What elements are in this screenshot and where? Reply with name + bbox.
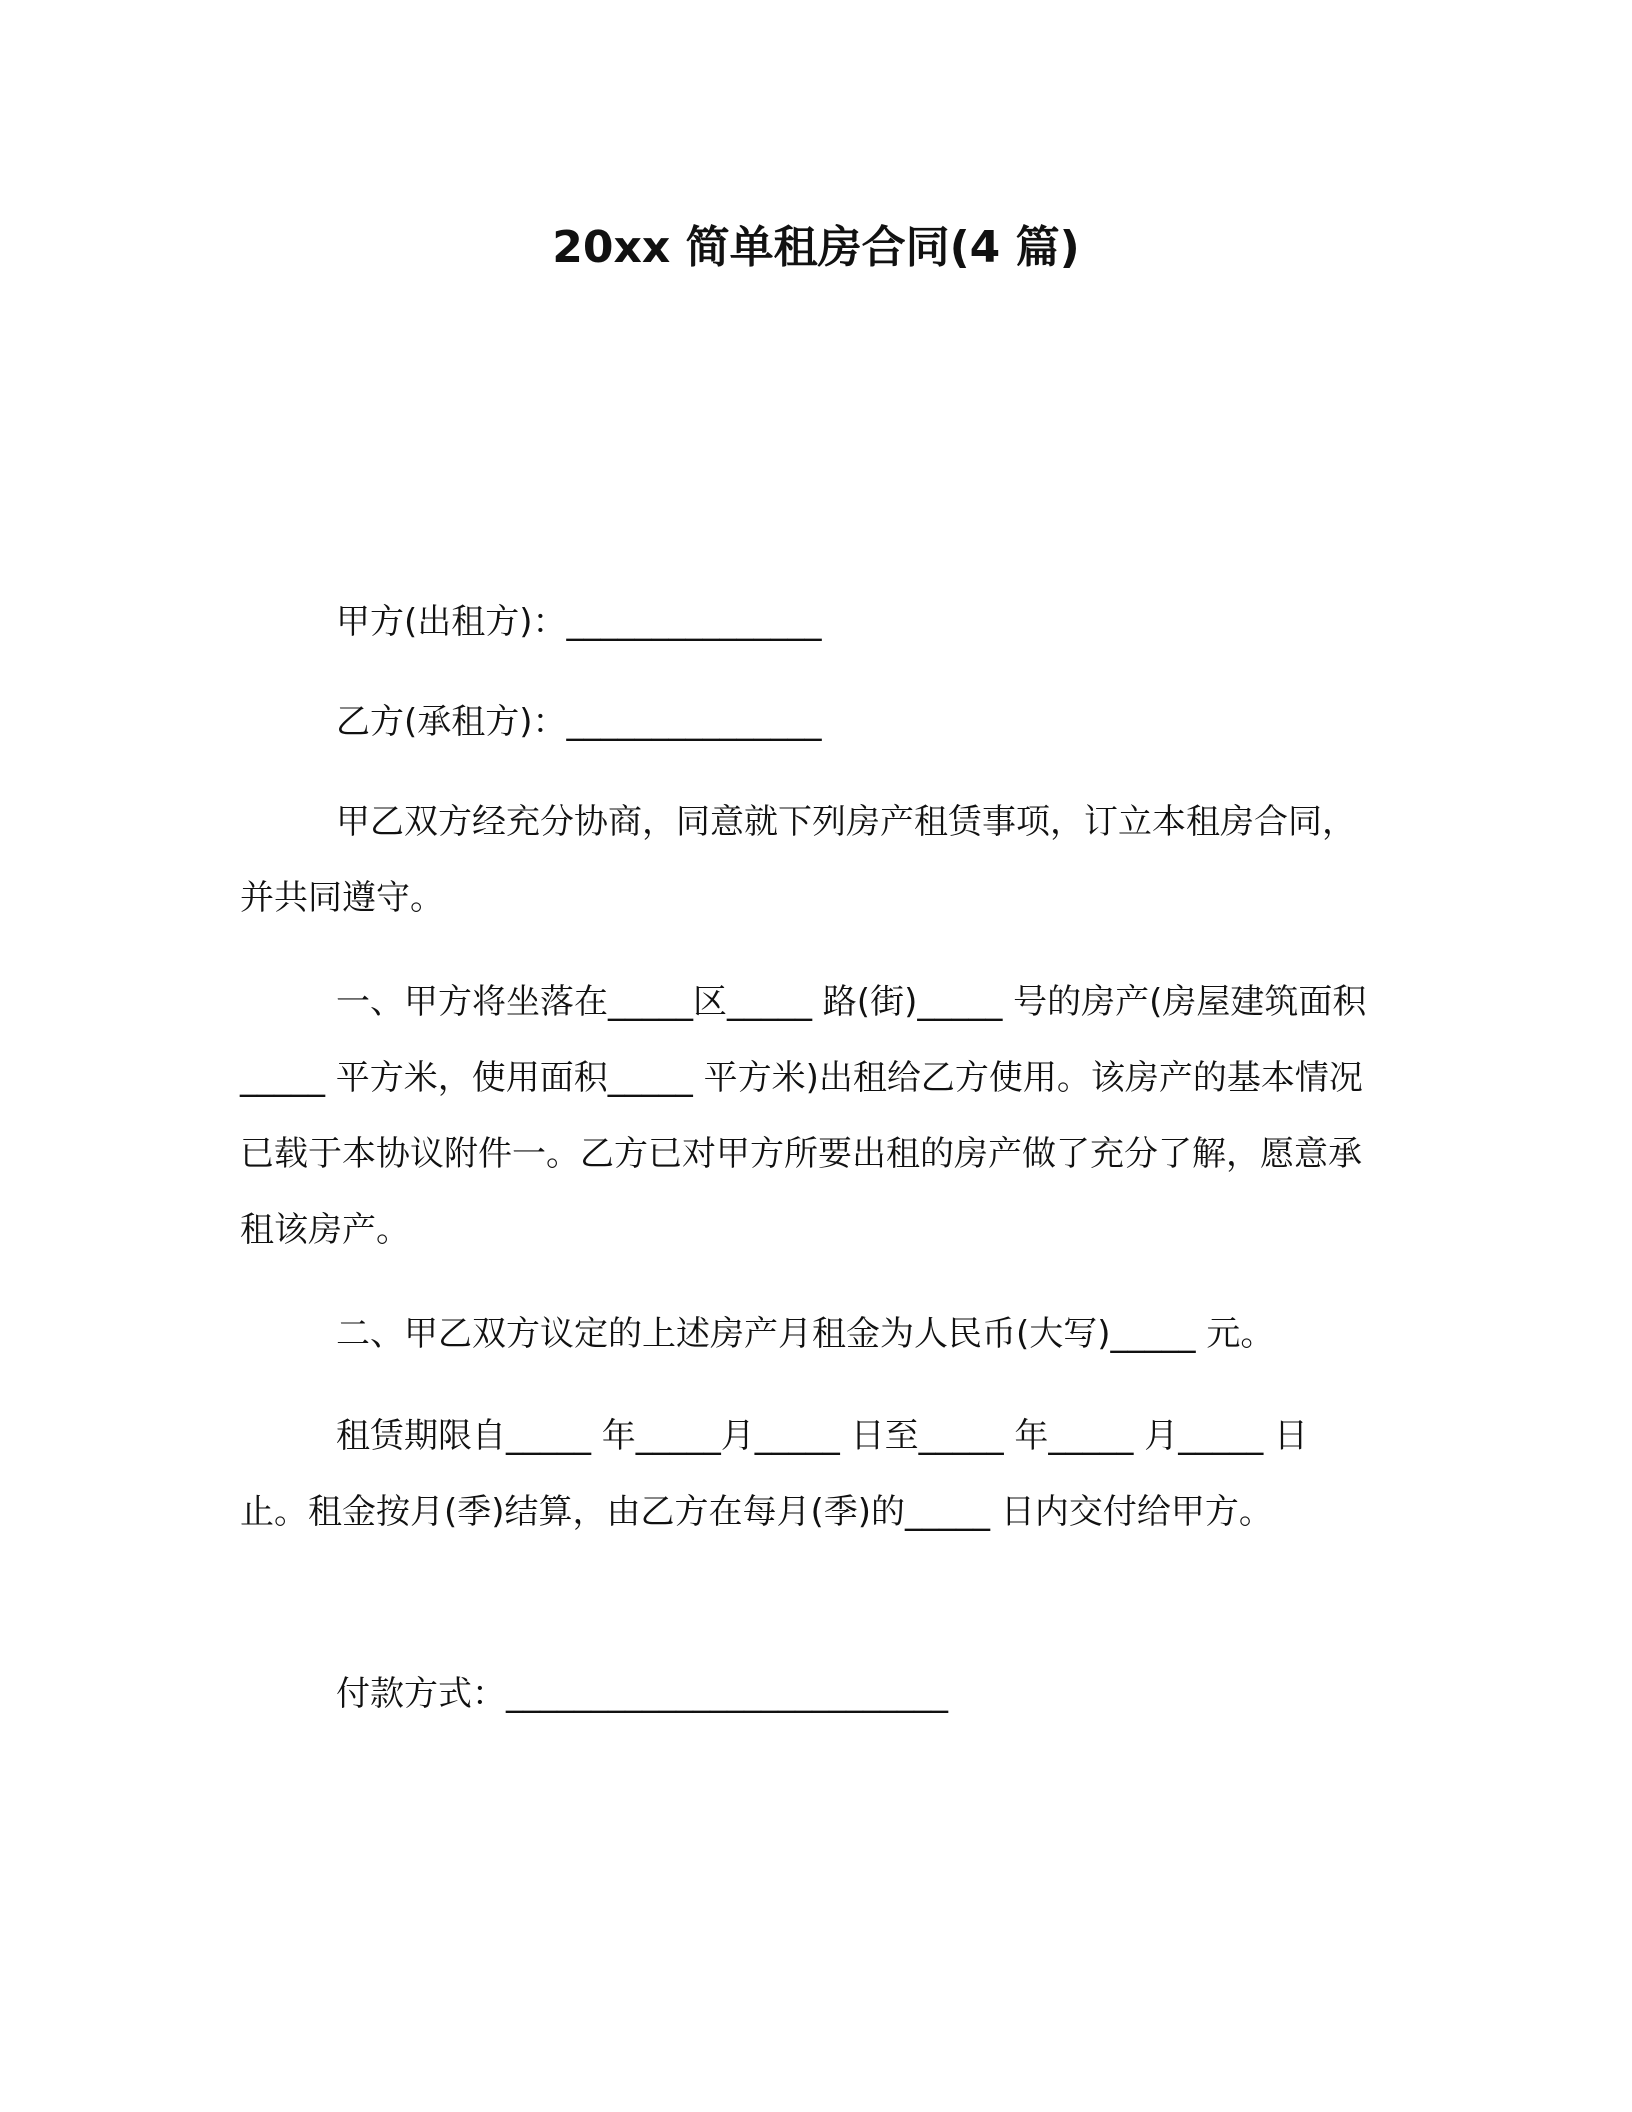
clause-2-paragraph: 二、甲乙双方议定的上述房产月租金为人民币(大写)_____ 元。 <box>336 1314 1275 1354</box>
clause-1-paragraph: 一、甲方将坐落在_____区_____ 路(街)_____ 号的房产(房屋建筑面积_____ 平方米，使用面积_____ 平方米)出租给乙方使用。该房产的基本情况已载于本协议附件一。乙方已对甲方所要出租的房产做了充分了解，愿意承租该房产。 <box>240 982 1367 1250</box>
lease-term-paragraph: 租赁期限自_____ 年_____月_____ 日至_____ 年_____ 月_____ 日止。租金按月(季)结算，由乙方在每月(季)的_____ 日内交付给甲方。 <box>240 1416 1309 1532</box>
payment-method-line: 付款方式：__________________________ <box>336 1674 948 1714</box>
party-a-line: 甲方(出租方)：_______________ <box>336 602 822 642</box>
party-b-line: 乙方(承租方)：_______________ <box>336 702 822 742</box>
agreement-intro-paragraph: 甲乙双方经充分协商，同意就下列房产租赁事项，订立本租房合同，并共同遵守。 <box>240 802 1356 918</box>
document-title: 20xx 简单租房合同(4 篇) <box>552 222 1080 273</box>
